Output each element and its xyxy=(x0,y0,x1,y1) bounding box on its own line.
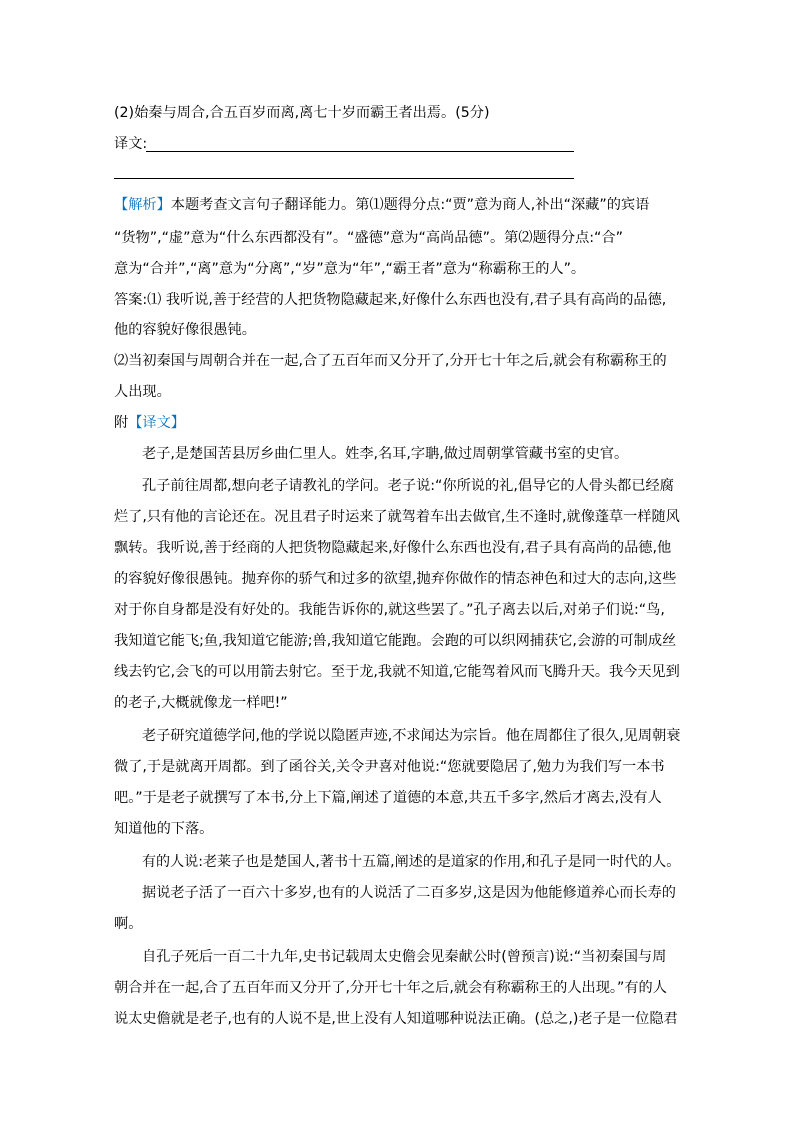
question-2-text: (2)始秦与周合,合五百岁而离,离七十岁而霸王者出焉。(5分) xyxy=(114,105,490,121)
analysis-tag: 【解析】 xyxy=(114,197,171,213)
translation-p3-line: 知道他的下落。 xyxy=(114,821,214,837)
translation-p2-line: 的老子,大概就像龙一样吧!” xyxy=(114,695,288,711)
translation-p2-line: 孔子前往周都,想向老子请教礼的学问。老子说:“你所说的礼,倡导它的人骨头都已经腐 xyxy=(142,478,674,494)
translation-p4-line: 有的人说:老莱子也是楚国人,著书十五篇,阐述的是道家的作用,和孔子是同一时代的人。 xyxy=(142,854,681,870)
translation-p1-line: 老子,是楚国苦县厉乡曲仁里人。姓李,名耳,字聃,做过周朝掌管藏书室的史官。 xyxy=(142,446,629,462)
translation-p2-line: 对于你自身都是没有好处的。我能告诉你的,就这些罢了。”孔子离去以后,对弟子们说:“鸟, xyxy=(114,602,665,618)
answer-blank-line-2[interactable] xyxy=(114,178,574,179)
translation-p6-line: 说太史儋就是老子,也有的人说不是,世上没有人知道哪种说法正确。(总之,)老子是一位隐君 xyxy=(114,1011,678,1027)
translation-p5-line: 啊。 xyxy=(114,916,143,932)
translation-p2-line: 飘转。我听说,善于经商的人把货物隐藏起来,好像什么东西也没有,君子具有高尚的品德,他 xyxy=(114,540,672,556)
translation-p3-line: 吧。”于是老子就撰写了本书,分上下篇,阐述了道德的本意,共五千多字,然后才离去,没有人 xyxy=(114,790,662,806)
analysis-line-3: 意为“合并”,“离”意为“分离”,“岁”意为“年”,“霸王者”意为“称霸称王的人”。 xyxy=(114,261,586,277)
translation-label: 译文: xyxy=(114,136,148,152)
answer-line-1: 答案:⑴ 我听说,善于经营的人把货物隐藏起来,好像什么东西也没有,君子具有高尚的品德, xyxy=(114,292,667,308)
answer-line-2: 他的容貌好像很愚钝。 xyxy=(114,322,256,338)
translation-p2-line: 烂了,只有他的言论还在。况且君子时运来了就驾着车出去做官,生不逢时,就像蓬草一样随风 xyxy=(114,509,680,525)
translation-p2-line: 我知道它能飞;鱼,我知道它能游;兽,我知道它能跑。会跑的可以织网捕获它,会游的可制成丝 xyxy=(114,633,677,649)
answer-line-3: ⑵当初秦国与周朝合并在一起,合了五百年而又分开了,分开七十年之后,就会有称霸称王的 xyxy=(114,353,667,369)
analysis-line-2: “货物”,“虚”意为“什么东西都没有”。“盛德”意为“高尚品德”。第⑵题得分点:“合” xyxy=(114,230,623,246)
translation-p3-line: 微了,于是就离开周都。到了函谷关,关令尹喜对他说:“您就要隐居了,勉力为我们写一本书 xyxy=(114,759,665,775)
answer-blank-line-1[interactable] xyxy=(146,151,574,152)
answer-line-4: 人出现。 xyxy=(114,384,171,400)
translation-p2-line: 线去钓它,会飞的可以用箭去射它。至于龙,我就不知道,它能驾着风而飞腾升天。我今天见到 xyxy=(114,664,680,680)
analysis-line-1: 【解析】本题考查文言句子翻译能力。第⑴题得分点:“贾”意为商人,补出“深藏”的宾语 xyxy=(114,197,650,213)
appendix-tag: 【译文】 xyxy=(128,415,185,431)
translation-p6-line: 朝合并在一起,合了五百年而又分开了,分开七十年之后,就会有称霸称王的人出现。”有的人 xyxy=(114,980,667,996)
appendix-heading: 附【译文】 xyxy=(114,415,185,431)
translation-p6-line: 自孔子死后一百二十九年,史书记载周太史儋会见秦献公时(曾预言)说:“当初秦国与周 xyxy=(142,949,667,965)
translation-p2-line: 的容貌好像很愚钝。抛弃你的骄气和过多的欲望,抛弃你做作的情态神色和过大的志向,这些 xyxy=(114,571,677,587)
translation-p3-line: 老子研究道德学问,他的学说以隐匿声迹,不求闻达为宗旨。他在周都住了很久,见周朝衰 xyxy=(142,728,681,744)
translation-p5-line: 据说老子活了一百六十多岁,也有的人说活了二百多岁,这是因为他能修道养心而长寿的 xyxy=(142,885,676,901)
